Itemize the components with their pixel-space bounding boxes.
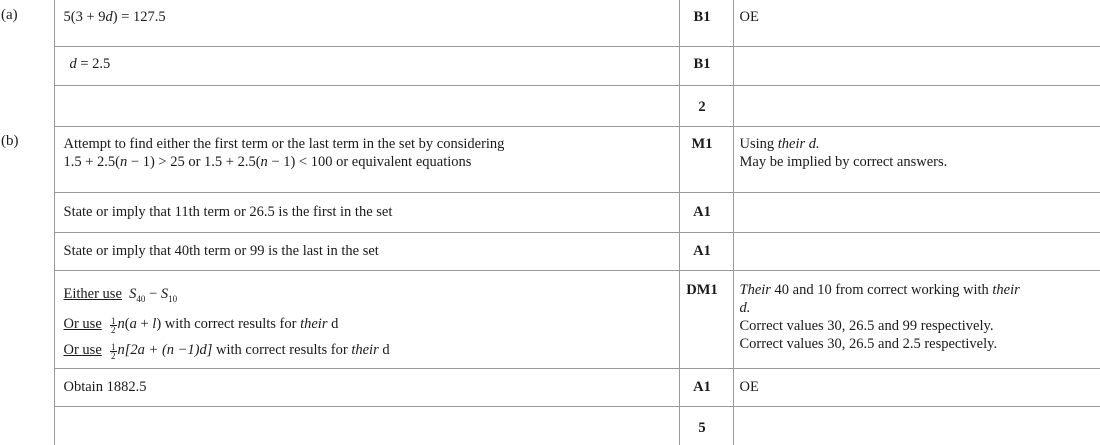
part-label (0, 406, 54, 445)
mark-cell: A1 (679, 232, 733, 270)
part-label (0, 368, 54, 406)
guidance-cell (733, 46, 1100, 85)
working-text: Attempt to find either the first term or the last term in the set by considering (63, 135, 505, 152)
mark-row-b3 (0, 232, 1100, 270)
guidance-cell (733, 406, 1100, 445)
mark-row-a-total (0, 85, 1100, 126)
part-label (0, 232, 54, 270)
mark-row-b1 (0, 126, 1100, 192)
mark-row-a1 (0, 0, 1100, 46)
part-label (0, 46, 54, 85)
total-mark-cell: 2 (679, 85, 733, 126)
method-first-last: Or use $\frac{1}{2}$ n(a + l) with correct results for their d (63, 315, 339, 335)
mark-row-b4 (0, 270, 1100, 368)
working-inequalities: 1.5 + 2.5(n − 1) > 25 or 1.5 + 2.5(n − 1) < 100 or equivalent equations (63, 153, 472, 170)
guidance-cell: OE (733, 0, 1100, 46)
guidance-cell: OE (733, 368, 1100, 406)
part-label: (b) (1, 133, 19, 149)
mark-row-b2 (0, 192, 1100, 232)
working-cell (54, 46, 679, 85)
working-cell (54, 0, 679, 46)
mark-row-b-total (0, 406, 1100, 445)
part-label: (a) (1, 7, 18, 23)
working-equation: 5(3 + 9d) = 127.5 (63, 9, 166, 25)
mark-cell: M1 (679, 126, 733, 192)
guidance-cell (733, 232, 1100, 270)
guidance-cell (733, 85, 1100, 126)
mark-row-a2 (0, 46, 1100, 85)
mark-cell: A1 (679, 192, 733, 232)
working-cell (54, 406, 679, 445)
mark-cell: B1 (679, 46, 733, 85)
working-cell: State or imply that 40th term or 99 is the last in the set (54, 232, 679, 270)
part-label (0, 192, 54, 232)
working-equation: d = 2.5 (69, 55, 111, 72)
part-label (0, 85, 54, 126)
total-mark-cell: 5 (679, 406, 733, 445)
guidance-cell: Using their d. May be implied by correct answers. (733, 126, 1100, 192)
mark-cell: B1 (679, 0, 733, 46)
mark-cell: A1 (679, 368, 733, 406)
part-label (0, 270, 54, 368)
working-cell (54, 270, 679, 368)
guidance-cell: Their 40 and 10 from correct working with their d. Correct values 30, 26.5 and 99 respectively. Correct values 30, 26.5 and 2.5 respectively. (733, 270, 1100, 368)
mark-cell: DM1 (679, 270, 733, 368)
method-formula: Or use $\frac{1}{2}$ n[2a + (n −1)d] with correct results for their d (63, 341, 390, 361)
guidance-cell (733, 192, 1100, 232)
working-cell: Obtain 1882.5 (54, 368, 679, 406)
method-sum-difference: Either use $S_{40} - S_{10}$ (63, 285, 178, 304)
working-cell (54, 126, 679, 192)
working-cell (54, 85, 679, 126)
mark-row-b5 (0, 368, 1100, 406)
working-cell: State or imply that 11th term or 26.5 is the first in the set (54, 192, 679, 232)
